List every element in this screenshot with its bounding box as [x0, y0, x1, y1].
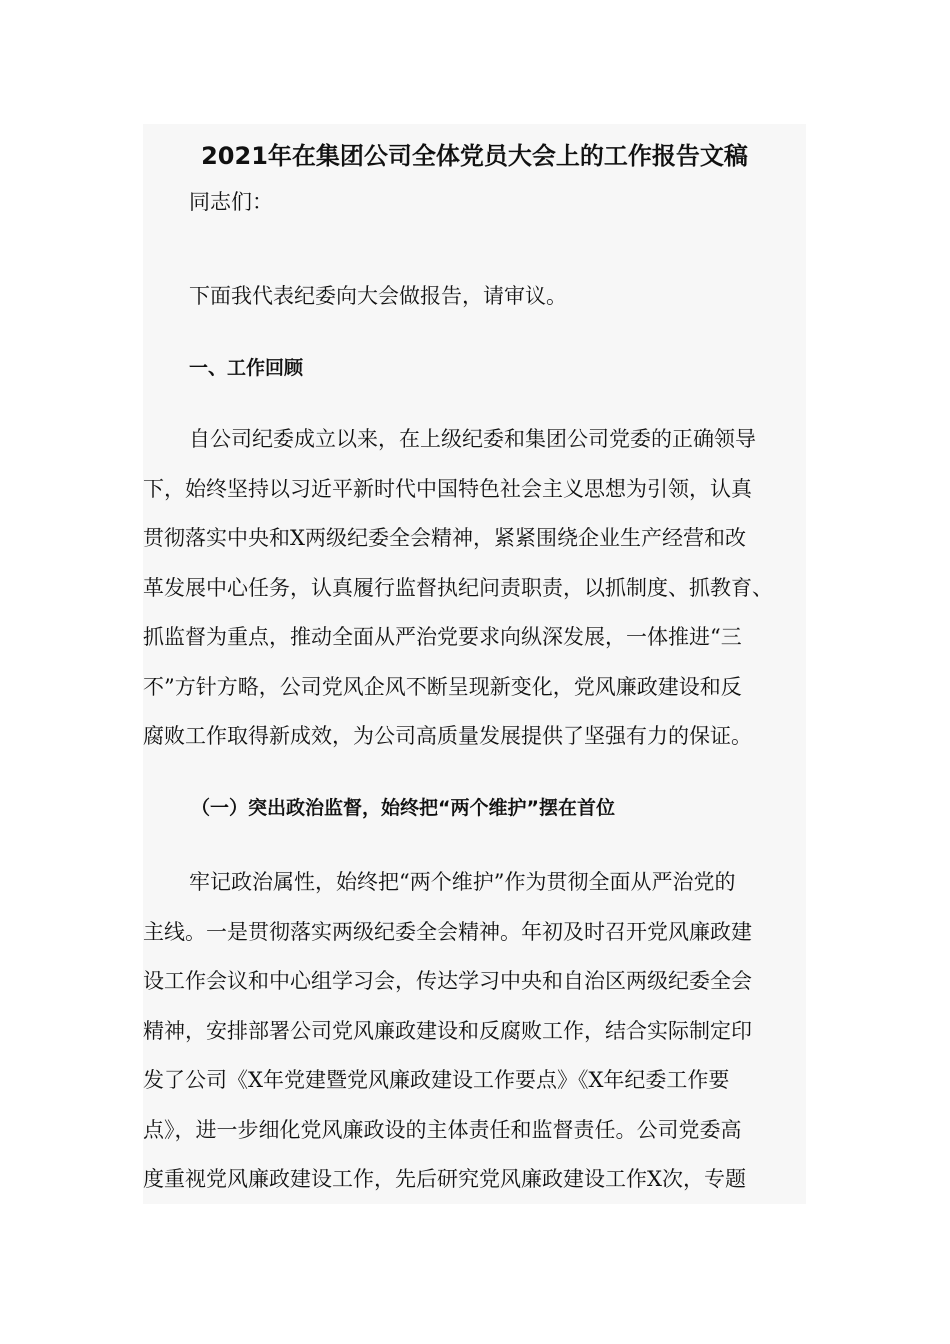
greeting: 同志们：: [189, 190, 273, 214]
paragraph-line: 贯彻落实中央和X两级纪委全会精神，紧紧围绕企业生产经营和改: [143, 526, 746, 550]
paragraph-line: 点》，进一步细化党风廉政设的主体责任和监督责任。公司党委高: [143, 1117, 742, 1142]
paragraph-line: 精神，安排部署公司党风廉政建设和反腐败工作，结合实际制定印: [143, 1018, 752, 1043]
paragraph-line: 自公司纪委成立以来，在上级纪委和集团公司党委的正确领导: [189, 427, 756, 451]
section-heading-1: 一、工作回顾: [189, 357, 304, 379]
subsection-heading-1: （一）突出政治监督，始终把“两个维护”摆在首位: [191, 797, 615, 819]
paragraph-political-supervision: [143, 858, 793, 1205]
paragraph-line: 度重视党风廉政建设工作，先后研究党风廉政建设工作X次，专题: [143, 1167, 746, 1191]
paragraph-line: 主线。一是贯彻落实两级纪委全会精神。年初及时召开党风廉政建: [143, 919, 752, 944]
paragraph-line: 下，始终坚持以习近平新时代中国特色社会主义思想为引领，认真: [143, 476, 752, 501]
paragraph-line: 牢记政治属性，始终把“两个维护”作为贯彻全面从严治党的: [189, 870, 736, 894]
paragraph-line: 抓监督为重点，推动全面从严治党要求向纵深发展，一体推进“三: [143, 625, 742, 649]
paragraph-line: 腐败工作取得新成效，为公司高质量发展提供了坚强有力的保证。: [143, 724, 752, 748]
paragraph-line: 设工作会议和中心组学习会，传达学习中央和自治区两级纪委全会: [143, 969, 752, 993]
paragraph-work-review: [143, 415, 793, 762]
paragraph-line: 不”方针方略，公司党风企风不断呈现新变化，党风廉政建设和反: [143, 674, 742, 699]
paragraph-line: 革发展中心任务，认真履行监督执纪问责职责，以抓制度、抓教育、: [143, 575, 773, 600]
document-page: [143, 124, 806, 1204]
document-title: 2021年在集团公司全体党员大会上的工作报告文稿: [201, 142, 748, 170]
intro-paragraph: 下面我代表纪委向大会做报告，请审议。: [189, 284, 567, 308]
paragraph-line: 发了公司《X年党建暨党风廉政建设工作要点》《X年纪委工作要: [143, 1068, 730, 1092]
